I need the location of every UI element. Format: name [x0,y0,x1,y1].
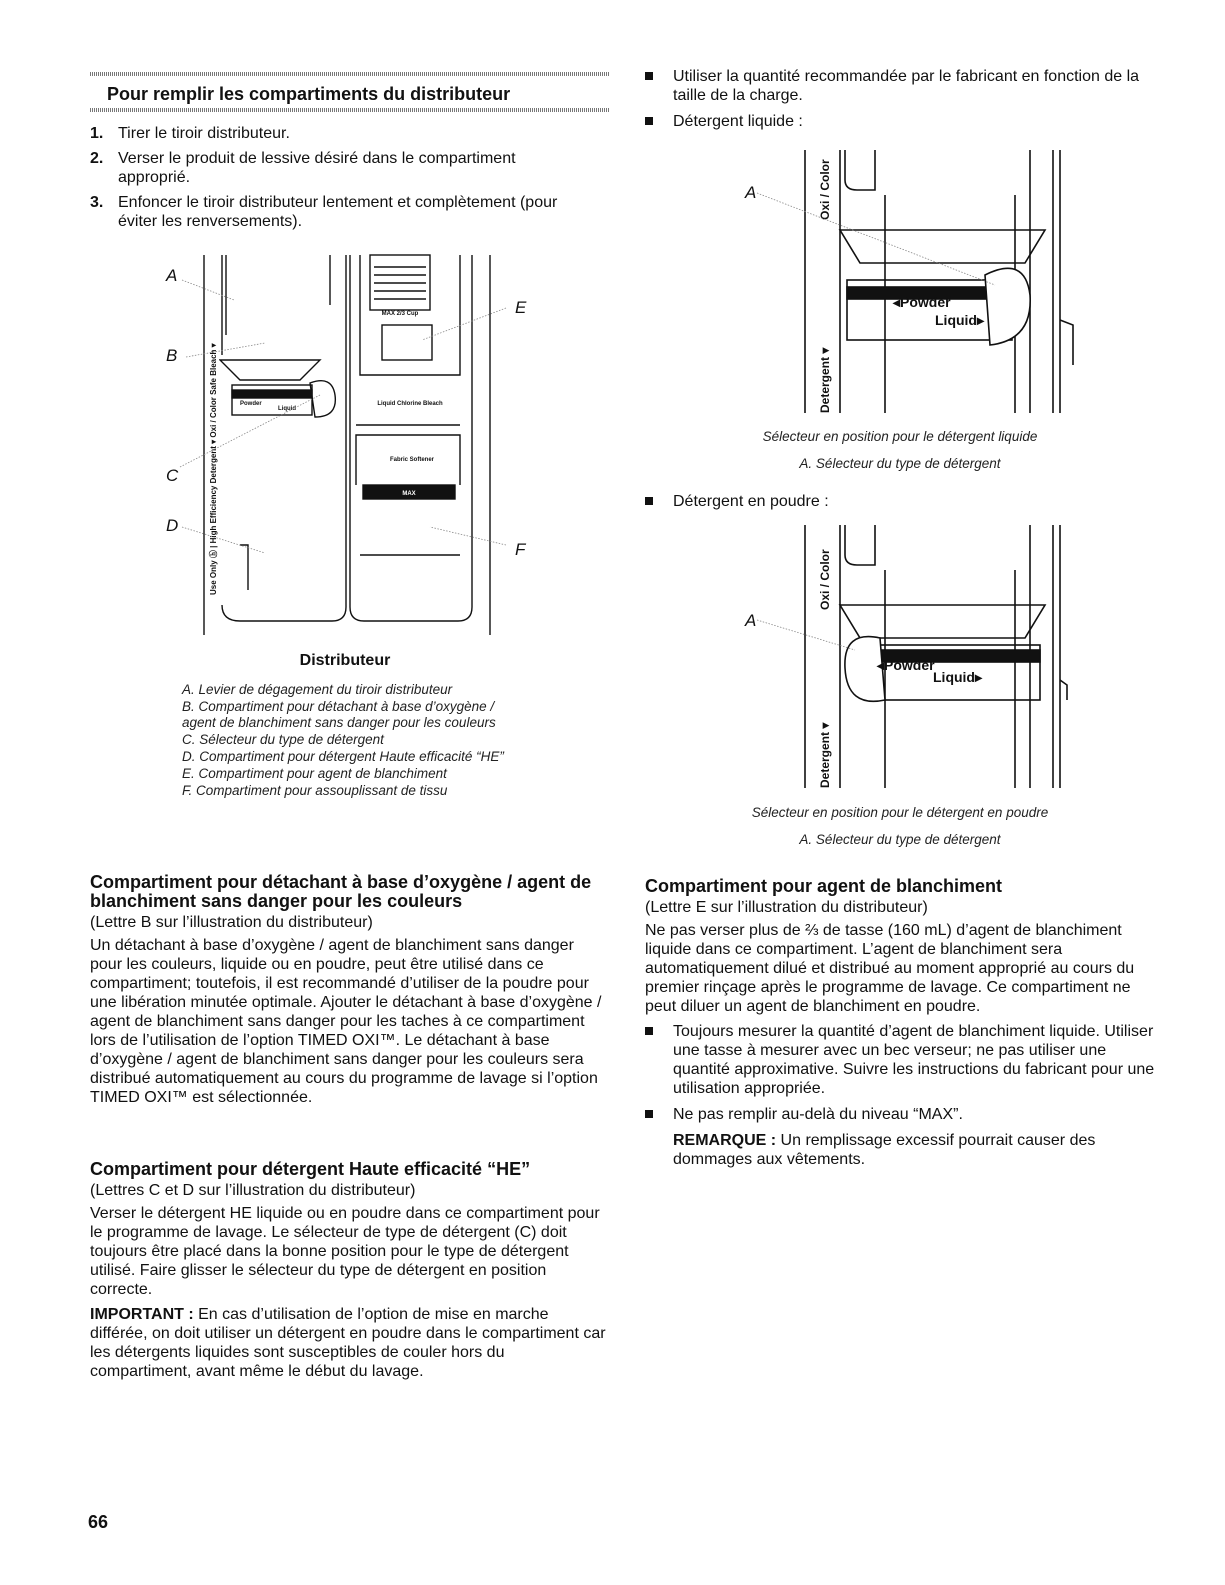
legend-item-b: B. Compartiment pour détachant à base d’oxygène / agent de blanchiment sans danger pour les couleurs [182,699,496,730]
liquid-fig-callout-a: A [745,183,757,202]
bleach-ref: (Lettre E sur l’illustration du distributeur) [645,899,928,916]
fill-section-title: Pour remplir les compartiments du distributeur [107,84,511,104]
he-important: IMPORTANT : En cas d’utilisation de l’option de mise en marche différée, on doit utiliser un détergent en poudre dans le compartiment car les détergents liquides sont susceptibles de couler hors du compartiment, avant même le début du lavage. [90,1306,606,1380]
liquid-selector-illustration [735,145,1080,420]
top-rule [90,72,610,76]
liquid-fig-side-bottom: Detergent ▾ [818,347,832,413]
legend-item-a: A. Levier de dégagement du tiroir distributeur [182,682,453,697]
figure-caption-title: Distributeur [299,652,391,669]
bullet-powder: Détergent en poudre : [645,492,1160,511]
oxi-body: Un détachant à base d’oxygène / agent de blanchiment sans danger pour les couleurs, liquide ou en poudre, peut être utilisé dans ce compartiment; toutefois, il est recommandé d’utiliser de la poudre pour une libération minutée optimale. Ajouter le détachant à base d’oxygène / agent de blanchiment sans danger pour les taches à ce compartiment lors de l’utilisation de l’option TIMED OXI™. Le détachant à base d’oxygène / agent de blanchiment sans danger pour les couleurs sera distribué automatiquement au cours du programme de lavage si l’option TIMED OXI™ est sélectionnée. [90,937,602,1106]
bleach-bullet-2: Ne pas remplir au-delà du niveau “MAX”. [645,1105,1160,1124]
step-2: 2. Verser le produit de lessive désiré dans le compartiment approprié. [90,150,516,186]
bleach-body: Ne pas verser plus de ⅔ de tasse (160 mL) d’agent de blanchiment liquide dans ce compartiment. L’agent de blanchiment sera automatiquement dilué et distribué au moment approprié au cours du premier rinçage après le programme de lavage. Ce compartiment ne peut diluer un agent de blanchiment en poudre. [645,922,1135,1015]
bleach-note: REMARQUE : Un remplissage excessif pourrait causer des dommages aux vêtements. [673,1132,1096,1168]
callout-f: F [515,540,526,559]
liquid-fig-liquid: Liquid▸ [935,312,985,328]
oxi-section [90,873,610,1113]
legend-item-f: F. Compartiment pour assouplissant de tissu [182,783,448,798]
powder-label: Powder [240,401,262,407]
bleach-title: Compartiment pour agent de blanchiment [645,876,1003,896]
powder-fig-side-bottom: Detergent ▾ [818,722,832,788]
bullet-quantity: Utiliser la quantité recommandée par le fabricant en fonction de la taille de la charge. [645,67,1160,105]
liquid-fig-side-top: Oxi / Color [818,159,832,220]
max-label: MAX [402,491,416,497]
he-body: Verser le détergent HE liquide ou en poudre dans ce compartiment pour le programme de lavage. Le sélecteur de type de détergent (C) doit toujours être placé dans la bonne position pour le type de détergent utilisé. Faire glisser le sélecteur du type de détergent en position correcte. [90,1205,600,1298]
legend-item-e: E. Compartiment pour agent de blanchiment [182,766,447,781]
title-rule [90,108,610,112]
powder-fig-callout-a: A [745,611,757,630]
liquid-fig-caption: Sélecteur en position pour le détergent liquide [762,429,1038,444]
callout-a: A [166,266,178,285]
bleach-bullet-1: Toujours mesurer la quantité d’agent de blanchiment liquide. Utiliser une tasse à mesurer avec un bec verseur; ne pas utiliser une quantité approximative. Suivre les instructions du fabricant pour une utilisation appropriée. [645,1022,1160,1098]
fabric-softener-label: Fabric Softener [389,457,435,463]
chlorine-bleach-label: Liquid Chlorine Bleach [377,401,443,407]
legend-item-d: D. Compartiment pour détergent Haute efficacité “HE” [182,749,504,764]
powder-fig-liquid: Liquid▸ [933,669,983,685]
step-1: 1. Tirer le tiroir distributeur. [90,125,290,142]
oxi-ref: (Lettre B sur l’illustration du distributeur) [90,914,373,931]
powder-fig-caption: Sélecteur en position pour le détergent en poudre [751,805,1049,820]
powder-selector-illustration [735,520,1080,795]
figure-legend [182,682,522,800]
svg-text:Use Only ⓗ | High Efficiency D: Use Only ⓗ | High Efficiency Detergent ▾ Oxi / Color Safe Bleach ▾ [209,343,218,595]
powder-fig-side-top: Oxi / Color [818,549,832,610]
liquid-fig-powder: ◂Powder [893,294,951,310]
callout-b: B [166,346,178,365]
dispenser-illustration [160,245,540,640]
max-cup-label: MAX 2/3 Cup [381,311,419,317]
bleach-section [645,877,1160,1175]
right-top-bullets [645,67,1160,138]
legend-item-c: C. Sélecteur du type de détergent [182,732,384,747]
page-number: 66 [88,1512,109,1532]
bullet-powder-wrap [645,492,1160,518]
callout-d: D [166,516,179,535]
powder-fig-legend: A. Sélecteur du type de détergent [799,832,1001,847]
he-ref: (Lettres C et D sur l’illustration du distributeur) [90,1182,416,1199]
bullet-liquid: Détergent liquide : [645,112,1160,131]
liquid-fig-legend: A. Sélecteur du type de détergent [799,456,1001,471]
callout-e: E [515,298,527,317]
liquid-label: Liquid [278,406,296,412]
step-3: 3. Enfoncer le tiroir distributeur lentement et complètement (pour éviter les renversements). [90,194,558,230]
he-section [90,1160,610,1387]
oxi-title: Compartiment pour détachant à base d’oxygène / agent de blanchiment sans danger pour les couleurs [90,872,592,911]
he-title: Compartiment pour détergent Haute efficacité “HE” [90,1159,531,1179]
callout-c: C [166,466,179,485]
fill-steps-list [90,124,610,237]
powder-fig-powder: ◂Powder [877,657,935,673]
